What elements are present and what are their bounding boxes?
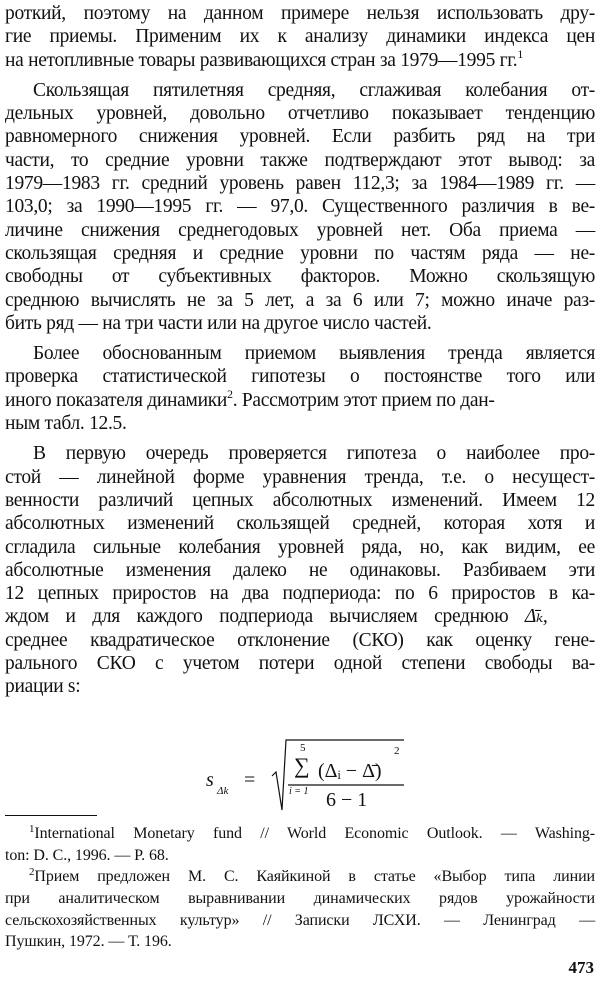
formula-equals: = [244,769,256,791]
footnote-ref[interactable]: 1 [517,46,524,61]
footnotes [5,823,595,953]
delta-k-symbol: Δ̄ₖ, [524,606,548,628]
text-line-content: на нетопливные товары развивающихся стран за 1979—1995 гг. [5,49,518,71]
formula-power: 2 [394,745,400,757]
text-line: дельных уровней, довольно отчетливо показывает тенденцию [5,103,595,125]
sum-sign: ∑ [294,753,310,778]
text-line: свободны от субъективных факторов. Можно скользящую [5,266,595,288]
text-line: проверка статистической гипотезы о постоянстве того или [5,366,595,388]
body-text [5,2,595,699]
footnote-2 [5,866,595,953]
text-line: абсолютные изменения далеко не одинаковы. Разбиваем эти [5,559,595,581]
text-line-content: иного показателя динамики [5,389,228,411]
formula-lhs: s [206,769,214,791]
text-line: бить ряд — на три части или на другое число частей. [5,312,432,334]
paragraph-1 [5,2,595,72]
footnote-number: 1 [29,823,35,835]
page-number: 473 [568,958,594,977]
formula-numerator: (Δᵢ − Δ̄) [318,760,382,782]
text-line: ным табл. 12.5. [5,413,127,435]
text-line: среднюю вычислять не за 5 лет, а за 6 или 7; можно иначе раз- [5,289,595,311]
sum-upper-limit: 5 [300,742,306,754]
sko-formula [200,706,410,812]
text-line: части, то средние уровни также подтверждают этот вывод: за [5,149,595,171]
text-line: Скользящая пятилетняя средняя, сглаживая колебания от- [33,79,595,101]
sum-lower-limit: i = 1 [289,786,309,797]
text-line [5,386,595,412]
footnote-number: 2 [29,866,35,879]
paragraph-4 [5,442,595,698]
text-line [5,46,595,72]
formula-lhs-subscript: Δk [217,785,229,797]
text-line: 12 цепных приростов на два подпериода: по 6 приростов в ка- [5,583,595,605]
text-line: сгладила сильные колебания уровней ряда, но, как видим, ее [5,536,595,558]
footnote-line [5,823,595,845]
text-line: рального СКО с учетом потери одной степени свободы ва- [5,653,595,675]
paragraph-2 [5,79,595,335]
text-line: венности различий цепных абсолютных изменений. Имеем 12 [5,489,595,511]
footnote-line [5,866,595,888]
text-line: Более обоснованным приемом выявления тренда является [33,343,595,365]
text-line: личине снижения среднегодовых уровней нет. Оба приема — [5,219,595,241]
text-line: риации s: [5,676,81,698]
text-line: 1979—1983 гг. средний уровень равен 112,3; за 1984—1989 гг. — [5,173,595,195]
footnote-text: Прием предложен М. С. Каяйкиной в статье «Выбор типа линии [34,868,595,886]
footnote-1 [5,823,595,866]
footnote-line: сельскохозяйственных культур» // Записки ЛСХИ. — Ленинград — [5,911,595,929]
text-line: В первую очередь проверяется гипотеза о наиболее про- [33,443,595,465]
footnote-ref[interactable]: 2 [227,386,233,401]
footnote-line: Пушкин, 1972. — Т. 196. [5,933,172,951]
text-line-content: ждом и для каждого подпериода вычисляем среднюю [5,606,525,628]
footnote-line: ton: D. C., 1996. — P. 68. [5,846,169,864]
text-line: гие приемы. Применим их к анализу динамики индекса цен [5,26,595,48]
footnote-divider [5,815,97,816]
text-line: 103,0; за 1990—1995 гг. — 97,0. Существенного различия в ве- [5,196,595,218]
text-line: абсолютных изменений скользящей средней, которая хотя и [5,513,595,535]
text-line: скользящая средняя и средние уровни по частям ряда — не- [5,242,595,264]
text-line: равномерного снижения уровней. Если разбить ряд на три [5,126,595,148]
paragraph-3 [5,342,595,435]
text-line: стой — линейной форме уравнения тренда, т.е. о несущест- [5,466,595,488]
footnote-line: при аналитическом выравнивании динамических рядов урожайности [5,890,595,908]
text-line-content: . Рассмотрим этот прием по дан- [232,389,495,411]
text-line [5,605,595,628]
formula-denominator: 6 − 1 [326,789,368,811]
text-line: среднее квадратическое отклонение (СКО) как оценку гене- [5,629,595,651]
text-line: роткий, поэтому на данном примере нельзя использовать дру- [5,3,595,24]
footnote-text: International Monetary fund // World Economic Outlook. — Washing- [34,825,595,842]
